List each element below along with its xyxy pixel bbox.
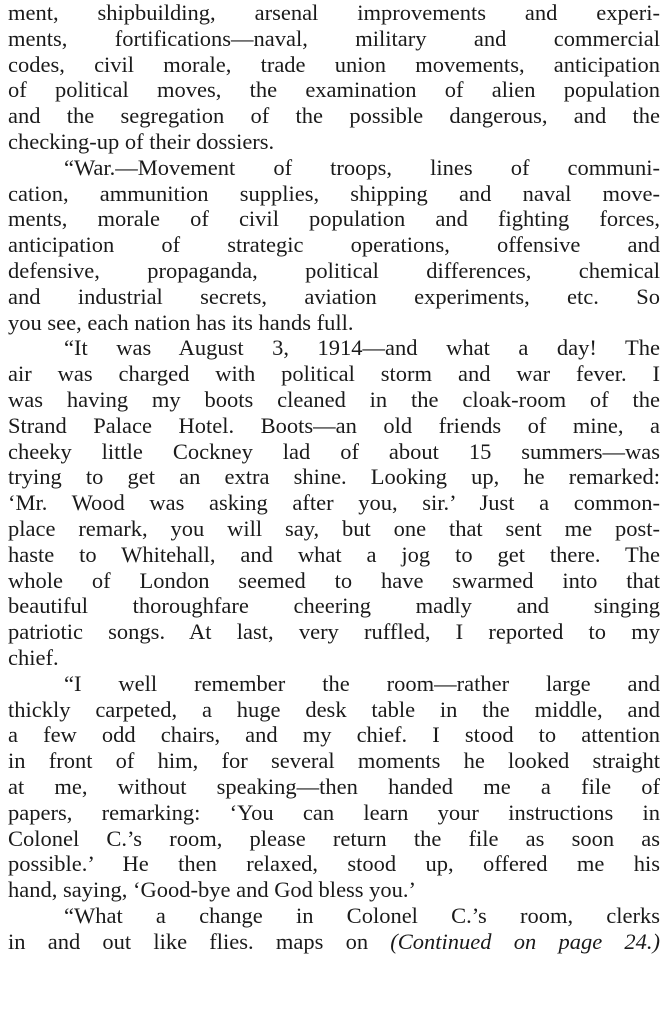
text-line: codes, civil morale, trade union movements, anticipation (8, 51, 660, 77)
text-line: papers, remarking: ‘You can learn your instructions in (8, 799, 660, 825)
body-text (8, 0, 660, 903)
text-line: trying to get an extra shine. Looking up, he remarked: (8, 464, 660, 490)
text-line: ment, shipbuilding, arsenal improvements and experi- (8, 0, 660, 25)
text-line: place remark, you will say, but one that sent me post- (8, 515, 660, 541)
text-line: haste to Whitehall, and what a jog to get there. The (8, 541, 660, 567)
text-line: ments, fortifications—naval, military and commercial (8, 25, 660, 51)
text-line: “I well remember the room—rather large and (64, 670, 660, 696)
text-line: in front of him, for several moments he looked straight (8, 748, 660, 774)
text-line: possible.’ He then relaxed, stood up, offered me his (8, 851, 660, 877)
text-line: defensive, propaganda, political differences, chemical (8, 257, 660, 283)
text-line: checking-up of their dossiers. (8, 128, 275, 154)
text-line: whole of London seemed to have swarmed into that (8, 567, 660, 593)
text-line: ‘Mr. Wood was asking after you, sir.’ Just a common- (8, 490, 660, 516)
text-line: a few odd chairs, and my chief. I stood to attention (8, 722, 660, 748)
text-line: hand, saying, ‘Good-bye and God bless you.’ (8, 877, 417, 903)
text-line: cheeky little Cockney lad of about 15 summers—was (8, 438, 660, 464)
text-line: and industrial secrets, aviation experiments, etc. So (8, 283, 660, 309)
text-line: anticipation of strategic operations, offensive and (8, 232, 660, 258)
text-line: “What a change in Colonel C.’s room, clerks (64, 902, 660, 928)
text-line: beautiful thoroughfare cheering madly and singing (8, 593, 660, 619)
text-line: of political moves, the examination of alien population (8, 77, 660, 103)
text-line-continued (8, 929, 660, 955)
text-line: ments, morale of civil population and fighting forces, (8, 206, 660, 232)
text-line: cation, ammunition supplies, shipping and naval move- (8, 180, 660, 206)
text-line: you see, each nation has its hands full. (8, 309, 354, 335)
text-line: Colonel C.’s room, please return the file as soon as (8, 825, 660, 851)
text-line: air was charged with political storm and war fever. I (8, 361, 660, 387)
text-line: thickly carpeted, a huge desk table in the middle, and (8, 696, 660, 722)
text-line: patriotic songs. At last, very ruffled, I reported to my (8, 619, 660, 645)
text-line: Strand Palace Hotel. Boots—an old friends of mine, a (8, 412, 660, 438)
closing-text: in and out like flies. maps on (8, 928, 369, 954)
text-line: “War.—Movement of troops, lines of communi- (64, 154, 660, 180)
continued-note: (Continued on page 24.) (390, 928, 660, 954)
text-line: and the segregation of the possible dangerous, and the (8, 103, 660, 129)
text-line: chief. (8, 644, 59, 670)
text-line: “It was August 3, 1914—and what a day! The (64, 335, 660, 361)
text-line: was having my boots cleaned in the cloak-room of the (8, 386, 660, 412)
document-page (8, 0, 660, 954)
text-line: at me, without speaking—then handed me a file of (8, 773, 660, 799)
